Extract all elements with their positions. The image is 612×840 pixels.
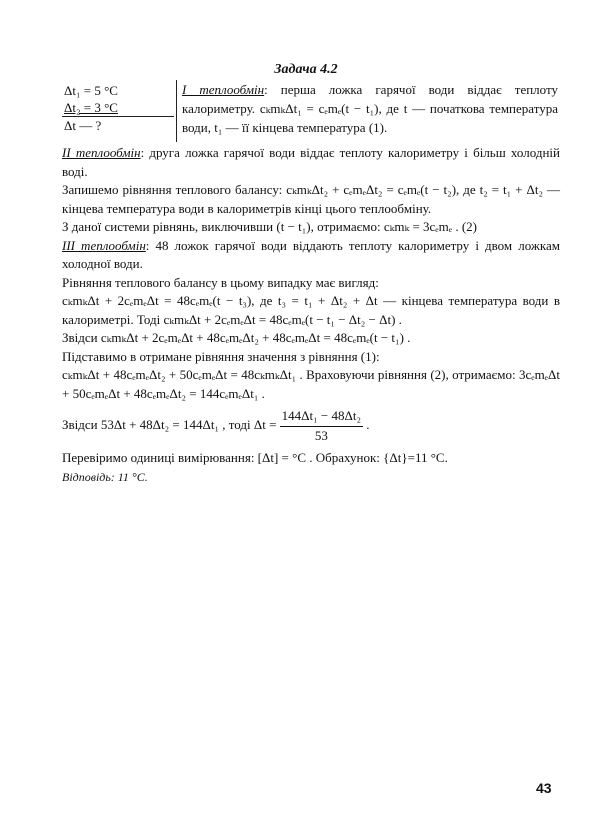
given-line-2: Δt₂ = 3 °C (62, 99, 174, 117)
paragraph-system: З даної системи рівнянь, виключивши (t − t₁), отримаємо: cₖmₖ = 3cₑmₑ . (2) (62, 219, 477, 234)
paragraph-result (62, 407, 560, 445)
second-exchange-text: : друга ложка гарячої води віддає теплоту калориметру і більш холодній воді. (62, 145, 561, 179)
paragraph-third-exchange (62, 237, 560, 274)
answer-line: Відповідь: 11 °C. (62, 469, 148, 484)
paragraph-units-check: Перевіримо одиниці вимірювання: [Δt] = °C . Обрахунок: {Δt}=11 °C. (62, 450, 448, 465)
result-fraction (280, 407, 363, 445)
paragraph-balance-3: cₖmₖΔt + 2cₑmₑΔt = 48cₑmₑ(t − t₃), де t₃ = t₁ + Δt₂ + Δt — кінцева температура води в калориметрі. Тоді cₖmₖΔt + 2cₑmₑΔt = 48cₑmₑ(t − t₁ − Δt₂ − Δt) . (62, 293, 560, 327)
paragraph-balance-2: Запишемо рівняння теплового балансу: cₖmₖΔt₂ + cₑmₑΔt₂ = cₑmₑ(t − t₂), де t₂ = t₁ + Δt₂ — кінцева температура води в калориметрів кінці цього теплообміну. (62, 182, 560, 216)
paragraph-combined: cₖmₖΔt + 48cₑmₑΔt₂ + 50cₑmₑΔt = 48cₖmₖΔt₁ . Враховуючи рівняння (2), отримаємо: 3cₑmₑΔt + 50cₑmₑΔt + 48cₑmₑΔt₂ = 144cₑmₑΔt₁ . (62, 367, 560, 401)
paragraph-derivation: Звідси cₖmₖΔt + 2cₑmₑΔt + 48cₑmₑΔt₂ + 48cₑmₑΔt = 48cₑmₑ(t − t₁) . (62, 330, 411, 345)
first-exchange-text: : перша ложка гарячої води віддає теплоту калориметру. cₖmₖΔt₁ = cₑmₑ(t − t₁), де t — початкова температура води, t₁ — її кінцева температура (1). (182, 82, 559, 135)
result-suffix: . (366, 416, 370, 432)
given-divider (176, 80, 177, 142)
result-prefix: Звідси 53Δt + 48Δt₂ = 144Δt₁ , тоді Δt = (62, 416, 277, 432)
paragraph-substitute: Підставимо в отримане рівняння значення з рівняння (1): (62, 348, 380, 364)
solution-body (62, 144, 560, 486)
third-exchange-label: III теплообмін (62, 237, 146, 253)
fraction-numerator: 144Δt₁ − 48Δt₂ (280, 407, 363, 427)
unknown-line: Δt — ? (64, 118, 102, 133)
second-exchange-label: II теплообмін (62, 145, 141, 160)
fraction-denominator: 53 (314, 427, 328, 443)
paragraph-first-exchange (182, 80, 558, 137)
given-block (62, 82, 174, 134)
first-exchange-label: I теплообмін (182, 82, 265, 97)
problem-title: Задача 4.2 (274, 62, 338, 77)
third-exchange-text: : 48 ложок гарячої води віддають теплоту калориметру і двом ложкам холодної води. (62, 237, 560, 271)
page-number: 43 (536, 780, 552, 796)
paragraph-balance-intro: Рівняння теплового балансу в цьому випадку має вигляд: (62, 274, 379, 290)
paragraph-second-exchange (62, 144, 560, 181)
given-line-1: Δt₁ = 5 °C (64, 83, 118, 98)
